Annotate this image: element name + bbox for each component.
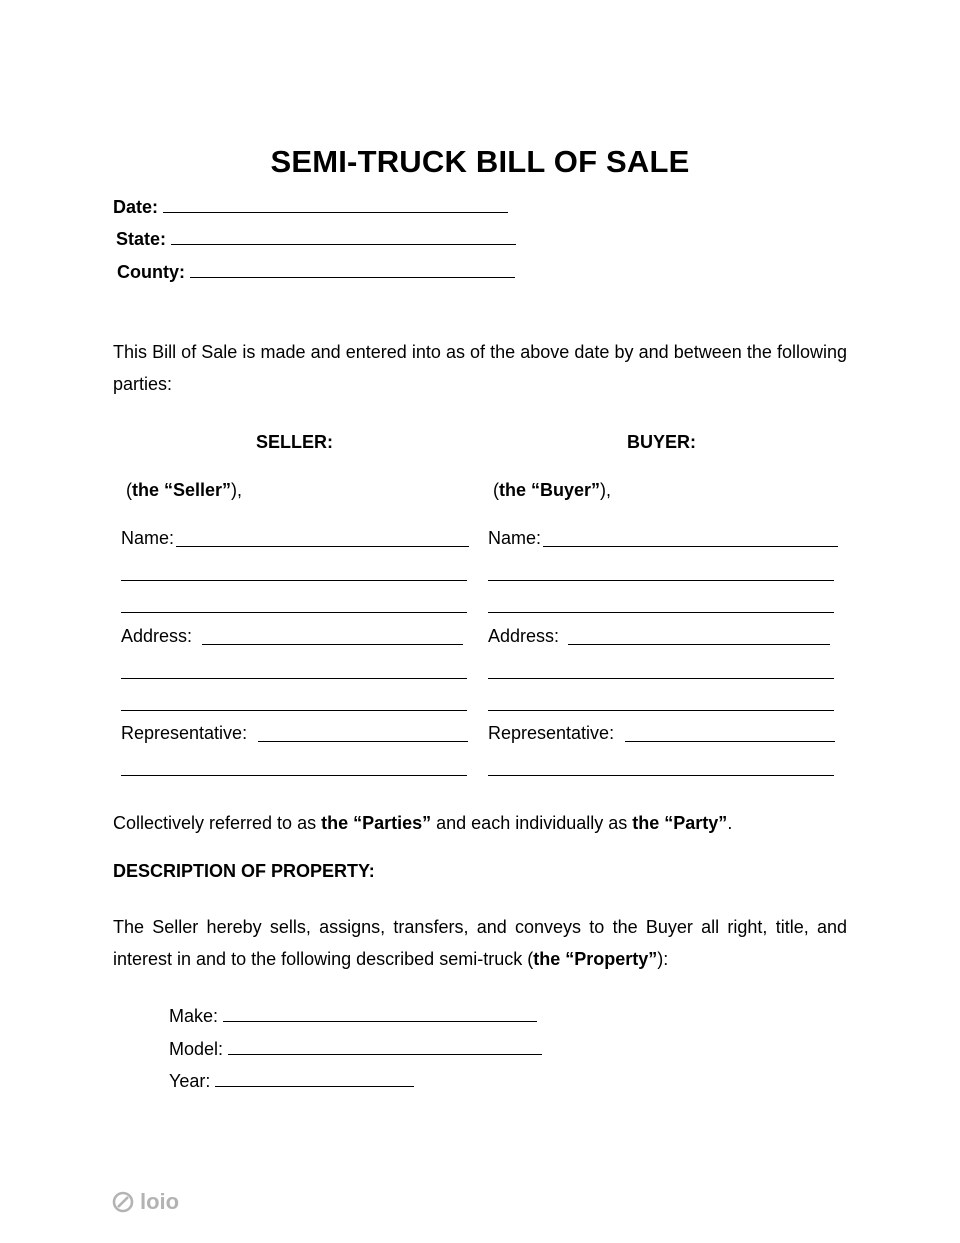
buyer-heading: BUYER: [627,432,697,452]
seller-name-blank-3[interactable] [121,612,467,613]
model-blank[interactable] [228,1039,542,1055]
description-paragraph: The Seller hereby sells, assigns, transfers, and conveys to the Buyer all right, title, and interest in and to the following described semi-truck (the “Property”): [113,917,847,969]
seller-address-blank[interactable] [202,644,463,645]
year-label: Year: [169,1071,211,1091]
property-defined-term: the “Property” [533,949,658,969]
date-label: Date: [113,197,159,217]
party-defined-term: the “Party” [632,813,728,833]
date-blank[interactable] [163,197,508,213]
state-label: State: [116,229,167,249]
buyer-name-label: Name: [488,528,542,548]
year-field [169,1071,414,1092]
buyer-name-blank-2[interactable] [488,580,834,581]
description-heading: DESCRIPTION OF PROPERTY: [113,861,375,881]
make-label: Make: [169,1006,219,1026]
collective-sentence: Collectively referred to as the “Parties” and each individually as the “Party”. [113,813,733,833]
buyer-address-blank-3[interactable] [488,710,834,711]
buyer-defined-term: the “Buyer” [499,480,601,500]
loio-logo-icon [112,1191,134,1213]
seller-address-label: Address: [121,626,193,646]
seller-heading: SELLER: [256,432,334,452]
year-blank[interactable] [215,1071,414,1087]
loio-logo [112,1189,179,1215]
buyer-representative-blank[interactable] [625,741,835,742]
county-label: County: [117,262,185,282]
county-blank[interactable] [190,262,515,278]
seller-name-label: Name: [121,528,175,548]
document-title: SEMI-TRUCK BILL OF SALE [270,144,690,179]
seller-defined-term: the “Seller” [132,480,232,500]
buyer-name-blank-3[interactable] [488,612,834,613]
model-label: Model: [169,1039,224,1059]
seller-name-blank[interactable] [176,546,469,547]
model-field [169,1039,542,1060]
state-field [116,229,516,250]
seller-representative-label: Representative: [121,723,248,743]
seller-name-blank-2[interactable] [121,580,467,581]
county-field [117,262,515,283]
buyer-representative-label: Representative: [488,723,615,743]
buyer-address-blank[interactable] [568,644,830,645]
buyer-address-label: Address: [488,626,560,646]
seller-designation: (the “Seller”), [126,480,243,500]
make-field [169,1006,537,1027]
buyer-name-blank[interactable] [543,546,838,547]
buyer-designation: (the “Buyer”), [493,480,612,500]
buyer-representative-blank-2[interactable] [488,775,834,776]
state-blank[interactable] [171,229,516,245]
seller-address-blank-2[interactable] [121,678,467,679]
parties-defined-term: the “Parties” [321,813,432,833]
seller-representative-blank[interactable] [258,741,468,742]
date-field [113,197,508,218]
seller-representative-blank-2[interactable] [121,775,467,776]
intro-paragraph: This Bill of Sale is made and entered into as of the above date by and between the following parties: [113,342,847,394]
seller-address-blank-3[interactable] [121,710,467,711]
loio-logo-text: loio [140,1189,180,1214]
buyer-address-blank-2[interactable] [488,678,834,679]
make-blank[interactable] [223,1006,537,1022]
